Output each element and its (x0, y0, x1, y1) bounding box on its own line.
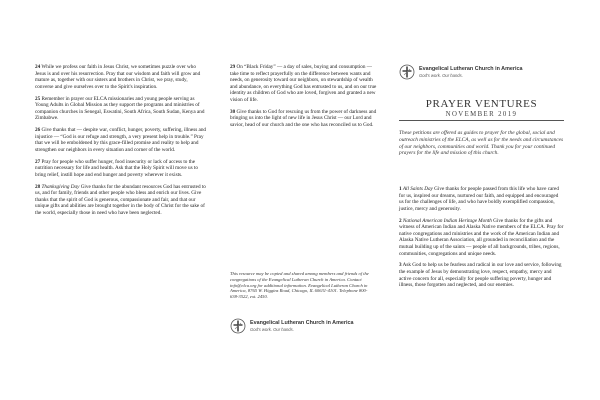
prayer-entry (35, 127, 207, 153)
prayer-entry (230, 109, 380, 129)
entry-text: Give thanks for people passed from this life who have cared for us, inspired our dreams, nurtured our faith, and equipped and encouraged us for the challenges of life, and who have boldly exemplified compassion, justice, mercy and generosity. (399, 186, 559, 212)
prayer-entry (230, 64, 380, 104)
entry-text: While we profess our faith in Jesus Christ, we sometimes puzzle over who Jesus is and over his resurrection. Pray that our wisdom and faith will grow and mature as, together with our sisters and brothers in Christ, we pray, study, converse and give ourselves over to the Spirit's inspiration. (35, 64, 201, 90)
org-name: Evangelical Lutheran Church in America (250, 320, 354, 326)
entry-number: 24 (35, 64, 41, 70)
org-logo-top (399, 64, 522, 80)
org-tagline: God's work. Our hands. (419, 73, 463, 78)
column-middle (230, 64, 380, 134)
elca-cross-icon (399, 64, 415, 80)
entry-text: Give thanks for the gifts and witness of American Indian and Alaska Native members of the ELCA. Pray for native congregations and ministries and the work of the American Indian and Alaska Native Lutheran Association, all grounded in reconciliation and the mutual building up of the saints — people of all backgrounds, tribes, regions, communities, congregations and unique needs. (399, 217, 564, 257)
entry-number: 25 (35, 95, 41, 102)
intro-text: These petitions are offered as guides to prayer for the global, social and outreach ministries of the ELCA, as well as for the needs and circumstances of our neighbors, communities and world. Thank you for your continued prayers for the life and mission of this church. (399, 130, 564, 157)
copyright-notice: This resource may be copied and shared among members and friends of the congregations of the Evangelical Lutheran Church in America. Contact info@elca.org for additional information. Evangelical Lutheran Church in America, 8765 W. Higgins Road, Chicago, IL 60631-4101. Telephone 800-638-3522, ext. 2450. (230, 271, 369, 300)
entry-number: 26 (35, 127, 41, 134)
column-left (35, 64, 207, 222)
entry-title: All Saints Day (402, 186, 433, 192)
prayer-entry (35, 64, 207, 90)
entry-text: Give thanks to God for rescuing us from the power of darkness and bringing us into the light of new life in Jesus Christ — our Lord and savior, head of our church and the one who has reconciled us to God. (230, 108, 377, 128)
entry-text: Remember in prayer our ELCA missionaries and young people serving as Young Adults in Global Mission as they support the programs and ministries of companion churches in Senegal, Eswatini, South Africa, South Sudan, Kenya and Zimbabwe. (35, 95, 205, 122)
prayer-entry (35, 159, 207, 179)
prayer-entry (399, 262, 564, 288)
entry-text: Ask God to help us be fearless and radical in our love and service, following the example of Jesus by demonstrating love, respect, empathy, mercy and active concern for all, especially for people suffering poverty, hunger and illness, those forgotten and neglected, and our enemies. (399, 262, 562, 289)
entry-text: Give thanks for the abundant resources God has entrusted to us, and for family, friends and other people who bless and enrich our lives. Give thanks that the spirit of God is generous, compassionate and fair, and that our unique gifts and abilities are brought together in the body of Christ for the sake of the world, especially those in need who have been neglected. (35, 183, 206, 217)
page-title: PRAYER VENTURES (425, 98, 538, 110)
entry-number: 2 (399, 217, 402, 224)
entry-number: 29 (230, 64, 236, 70)
entry-title: Thanksgiving Day (41, 183, 80, 190)
entry-number: 3 (399, 262, 402, 269)
entry-number: 30 (230, 108, 236, 115)
entry-title: National American Indian Heritage Month (402, 217, 492, 224)
org-logo-bottom (230, 318, 353, 334)
prayer-entry (399, 186, 564, 212)
title-block (399, 98, 564, 121)
org-tagline: God's work. Our hands. (250, 327, 294, 332)
prayer-entry (35, 184, 207, 217)
page-subtitle: NOVEMBER 2019 (445, 111, 518, 118)
entry-text: Pray for people who suffer hunger, food insecurity or lack of access to the nutrition necessary for life and health. Ask that the Holy Spirit will move us to bring relief, instill hope and end hunger and poverty wherever it exists. (35, 158, 198, 178)
prayer-entry (399, 218, 564, 258)
entry-text: Give thanks that — despite war, conflict, hunger, poverty, suffering, illness and injustice — “God is our refuge and strength, a very present help in trouble.” Pray that we will be emboldened by this grace-filled promise and reality to help and strengthen our neighbors in every situation and corner of the world. (35, 127, 207, 153)
entry-number: 28 (35, 183, 41, 190)
entry-number: 27 (35, 158, 41, 165)
prayer-entry (35, 96, 207, 122)
entry-text: On “Black Friday” — a day of sales, buying and consumption — take time to reflect prayerfully on the difference between wants and needs, on generosity toward our neighbors, on stewardship of wealth and abundance, on everything God has entrusted to us, and on our true identity as children of God who are loved, forgiven and granted a new vision of life. (230, 64, 377, 103)
org-name: Evangelical Lutheran Church in America (419, 66, 523, 72)
entry-number: 1 (399, 186, 402, 192)
elca-cross-icon (230, 318, 246, 334)
column-right (399, 186, 564, 294)
